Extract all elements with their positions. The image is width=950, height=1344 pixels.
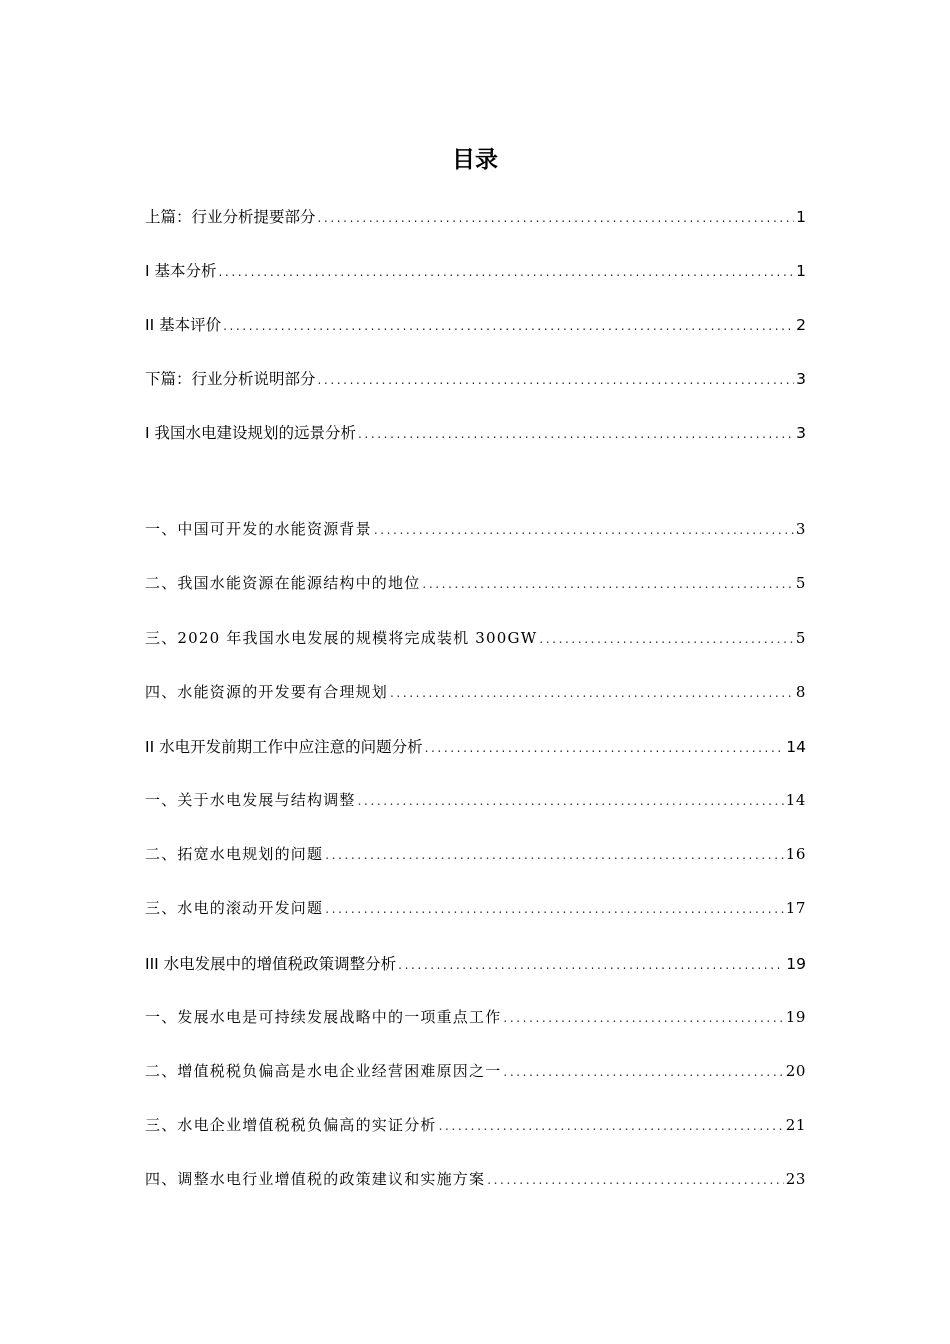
toc-dot-leader xyxy=(374,523,794,537)
toc-entry[interactable] xyxy=(145,627,806,653)
toc-entry-label: 三、2020 年我国水电发展的规模将完成装机 300GW xyxy=(145,629,538,647)
toc-entry-label: 下篇：行业分析说明部分 xyxy=(145,370,316,388)
toc-entry[interactable] xyxy=(145,313,806,339)
toc-dot-leader xyxy=(398,958,784,972)
toc-entry-label: 二、拓宽水电规划的问题 xyxy=(145,845,324,863)
toc-entry[interactable] xyxy=(145,572,806,598)
toc-entry[interactable] xyxy=(145,897,806,923)
toc-entry-label: 一、发展水电是可持续发展战略中的一项重点工作 xyxy=(145,1008,502,1026)
toc-entry-page: 19 xyxy=(785,1008,806,1026)
toc-entry[interactable] xyxy=(145,1060,806,1086)
toc-entry-label: 一、关于水电发展与结构调整 xyxy=(145,791,356,809)
toc-dot-leader xyxy=(358,427,794,441)
toc-entry-page: 14 xyxy=(785,791,806,809)
toc-entry-page: 14 xyxy=(786,738,806,756)
toc-entry-label: 四、水能资源的开发要有合理规划 xyxy=(145,683,389,701)
toc-dot-leader xyxy=(425,741,785,755)
toc-entry-page: 16 xyxy=(785,845,806,863)
toc-entry-label: 上篇：行业分析提要部分 xyxy=(145,208,316,226)
toc-entry-label: 一、中国可开发的水能资源背景 xyxy=(145,520,372,538)
toc-dot-leader xyxy=(503,1065,783,1079)
toc-dot-leader xyxy=(223,319,794,333)
toc-entry-label: I 我国水电建设规划的远景分析 xyxy=(145,424,356,442)
toc-entry-page: 2 xyxy=(796,316,806,334)
toc-entry-label: 三、水电的滚动开发问题 xyxy=(145,899,324,917)
toc-entry[interactable] xyxy=(145,735,806,761)
toc-dot-leader xyxy=(487,1173,784,1187)
toc-entry[interactable] xyxy=(145,1006,806,1032)
toc-entry[interactable] xyxy=(145,259,806,285)
toc-entry-label: I 基本分析 xyxy=(145,262,217,280)
toc-dot-leader xyxy=(318,373,795,387)
toc-entry-label: III 水电发展中的增值税政策调整分析 xyxy=(145,955,397,973)
toc-entry[interactable] xyxy=(145,1114,806,1140)
toc-entry-page: 3 xyxy=(795,520,806,538)
toc-entry[interactable] xyxy=(145,843,806,869)
toc-entry[interactable] xyxy=(145,952,806,978)
toc-entry-page: 21 xyxy=(785,1116,806,1134)
toc-dot-leader xyxy=(422,577,793,591)
toc-entry[interactable] xyxy=(145,681,806,707)
toc-entry-page: 3 xyxy=(796,370,806,388)
toc-entry[interactable] xyxy=(145,421,806,447)
toc-entry-page: 20 xyxy=(785,1062,806,1080)
toc-entry[interactable] xyxy=(145,205,806,231)
toc-dot-leader xyxy=(318,211,795,225)
toc-entry-label: II 水电开发前期工作中应注意的问题分析 xyxy=(145,738,423,756)
toc-entry[interactable] xyxy=(145,518,806,544)
toc-dot-leader xyxy=(325,848,784,862)
toc-dot-leader xyxy=(503,1011,783,1025)
toc-entry-page: 19 xyxy=(786,955,806,973)
toc-entry-page: 5 xyxy=(795,629,806,647)
toc-dot-leader xyxy=(358,794,784,808)
toc-entry-label: 四、调整水电行业增值税的政策建议和实施方案 xyxy=(145,1170,486,1188)
toc-entry[interactable] xyxy=(145,367,806,393)
toc-entry-page: 1 xyxy=(796,208,806,226)
toc-entry-label: 三、水电企业增值税税负偏高的实证分析 xyxy=(145,1116,437,1134)
toc-dot-leader xyxy=(390,686,794,700)
toc-entry-label: 二、我国水能资源在能源结构中的地位 xyxy=(145,574,421,592)
toc-dot-leader xyxy=(219,265,795,279)
toc-entry[interactable] xyxy=(145,789,806,815)
toc-title: 目录 xyxy=(452,147,498,173)
toc-entry-page: 3 xyxy=(796,424,806,442)
toc-dot-leader xyxy=(439,1119,784,1133)
toc-entry-label: 二、增值税税负偏高是水电企业经营困难原因之一 xyxy=(145,1062,502,1080)
toc-entry-page: 8 xyxy=(795,683,806,701)
toc-entry[interactable] xyxy=(145,1168,806,1194)
toc-entry-label: II 基本评价 xyxy=(145,316,222,334)
toc-dot-leader xyxy=(325,902,784,916)
toc-entry-page: 1 xyxy=(796,262,806,280)
toc-entry-page: 5 xyxy=(795,574,806,592)
toc-entry-page: 17 xyxy=(785,899,806,917)
toc-entry-page: 23 xyxy=(785,1170,806,1188)
toc-dot-leader xyxy=(539,632,794,646)
